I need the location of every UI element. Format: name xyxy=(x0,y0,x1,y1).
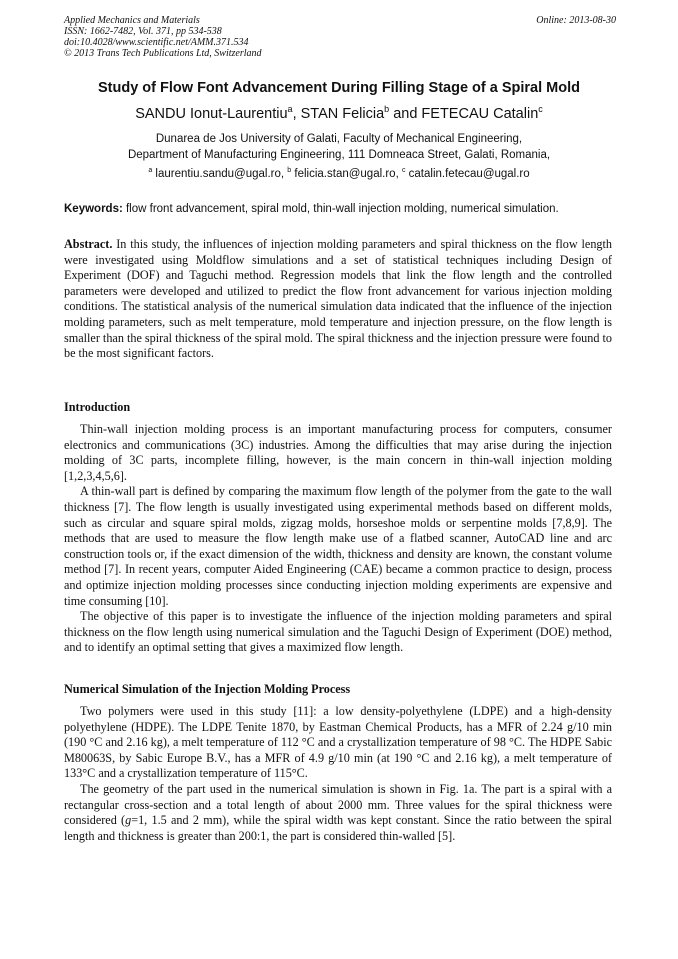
numsim-paragraph-1: Two polymers were used in this study [11]: a low density-polyethylene (LDPE) and a high-density polyethylene (HDPE). The LDPE Tenite 1870, by Eastman Chemical Products, has a MFR of 2.24 g/10 min (190 °C and 2.16 kg), a melt temperature of 112 °C and a crystallization temperature of 98 °C. The HDPE Sabic M80063S, by Sabic Europe B.V., has a MFR of 4.9 g/10 min (at 190 °C and 2.16 kg), a melt temperature of 133°C and a crystallization temperature of 115°C. xyxy=(64,704,612,781)
author-3-sup: c xyxy=(538,104,543,114)
email-a-sup: a xyxy=(148,167,153,174)
affiliation-line-2: Department of Manufacturing Engineering, 111 Domneaca Street, Galati, Romania, xyxy=(127,148,551,161)
section-heading-introduction: Introduction xyxy=(64,400,131,414)
journal-issn: ISSN: 1662-7482, Vol. 371, pp 534-538 xyxy=(64,26,222,37)
online-date: Online: 2013-08-30 xyxy=(536,15,616,26)
numsim-p2-symbol-g: g xyxy=(125,813,132,828)
keywords-text: flow front advancement, spiral mold, thin-wall injection molding, numerical simulation. xyxy=(122,203,559,215)
abstract-label: Abstract. xyxy=(64,237,113,251)
email-b: felicia.stan@ugal.ro, xyxy=(291,167,402,180)
numsim-p2-part-2: =1, 1.5 and 2 mm), while the spiral width was kept constant. Since the ratio between the spiral length and thickness is greater than 200:1, the part is considered thin-walled [5]. xyxy=(64,813,612,843)
author-emails xyxy=(0,167,678,180)
numsim-p2-part-1: The geometry of the part used in the numerical simulation is shown in Fig. 1a. The part is a spiral with a rectangular cross-section and a total length of about 2000 mm. Three values for the spiral thickness were considered ( xyxy=(64,781,612,828)
author-list xyxy=(0,104,678,122)
email-c: catalin.fetecau@ugal.ro xyxy=(405,167,530,180)
keywords xyxy=(64,203,624,215)
introduction-body xyxy=(64,422,612,656)
intro-paragraph-1: Thin-wall injection molding process is an important manufacturing process for computers, consumer electronics and communications (3C) industries. Among the difficulties that may arise during the injection molding of 3C parts, incomplete filling, however, is the main concern in thin-wall injection molding [1,2,3,4,5,6]. xyxy=(64,422,612,483)
journal-header xyxy=(64,15,262,59)
numerical-simulation-body xyxy=(64,704,612,844)
journal-name: Applied Mechanics and Materials xyxy=(64,15,200,26)
author-2-sup: b xyxy=(384,104,390,114)
author-sep-1: , xyxy=(292,105,301,122)
journal-copyright: © 2013 Trans Tech Publications Ltd, Switzerland xyxy=(64,48,262,59)
affiliation-line-1: Dunarea de Jos University of Galati, Faculty of Mechanical Engineering, xyxy=(155,133,523,145)
intro-paragraph-3: The objective of this paper is to investigate the influence of the injection molding parameters and spiral thickness on the flow length using numerical simulation and the Taguchi Design of Experiment (DOE) method, and to identify an optimal setting that gives a maximized flow length. xyxy=(64,609,612,655)
email-c-sup: c xyxy=(401,167,406,174)
abstract-text: In this study, the influences of injection molding parameters and spiral thickness on the flow length were investigated using Moldflow simulations and a set of statistical techniques including Design of Experiment (DOF) and Taguchi method. Regression models that link the flow length and the controlled parameters were developed and utilized to predict the flow front advancement for various injection molding conditions. The statistical analysis of the numerical simulation data indicated that the influence of the injection molding parameters, such as melt temperature, mold temperature and injection pressure, on the flow length is smaller than the spiral thickness of the spiral mold. The spiral thickness and the injection pressure were found to be the most significant factors. xyxy=(64,237,612,361)
author-3: FETECAU Catalin xyxy=(421,105,539,122)
paper-title: Study of Flow Font Advancement During Filling Stage of a Spiral Mold xyxy=(98,80,580,96)
author-sep-2: and xyxy=(389,105,422,122)
abstract xyxy=(64,237,612,362)
email-b-sup: b xyxy=(287,167,292,174)
intro-paragraph-2: A thin-wall part is defined by comparing the maximum flow length of the polymer from the gate to the wall thickness [7]. The flow length is usually investigated using experimental methods based on different molds, such as circular and square spiral molds, zigzag molds, horseshoe molds or serpentine molds [7,8,9]. The methods that are used to measure the flow length make use of a flatbed scanner, AutoCAD line and arc construction tools or, if the exact dimension of the width, thickness and density are known, the constant volume method [7]. In recent years, computer Aided Engineering (CAE) became a common practice to design, process and optimize injection molding processes since conducting injection molding experiments are expensive and time consuming [10]. xyxy=(64,484,612,608)
author-2: STAN Felicia xyxy=(300,105,385,122)
keywords-label: Keywords: xyxy=(64,203,123,215)
author-1-sup: a xyxy=(287,104,293,114)
journal-doi: doi:10.4028/www.scientific.net/AMM.371.534 xyxy=(64,37,249,48)
numsim-paragraph-2 xyxy=(64,782,612,844)
author-1: SANDU Ionut-Laurentiu xyxy=(135,105,288,122)
email-a: laurentiu.sandu@ugal.ro, xyxy=(152,167,288,180)
section-heading-numerical-simulation: Numerical Simulation of the Injection Molding Process xyxy=(64,682,351,696)
affiliation xyxy=(0,132,678,163)
